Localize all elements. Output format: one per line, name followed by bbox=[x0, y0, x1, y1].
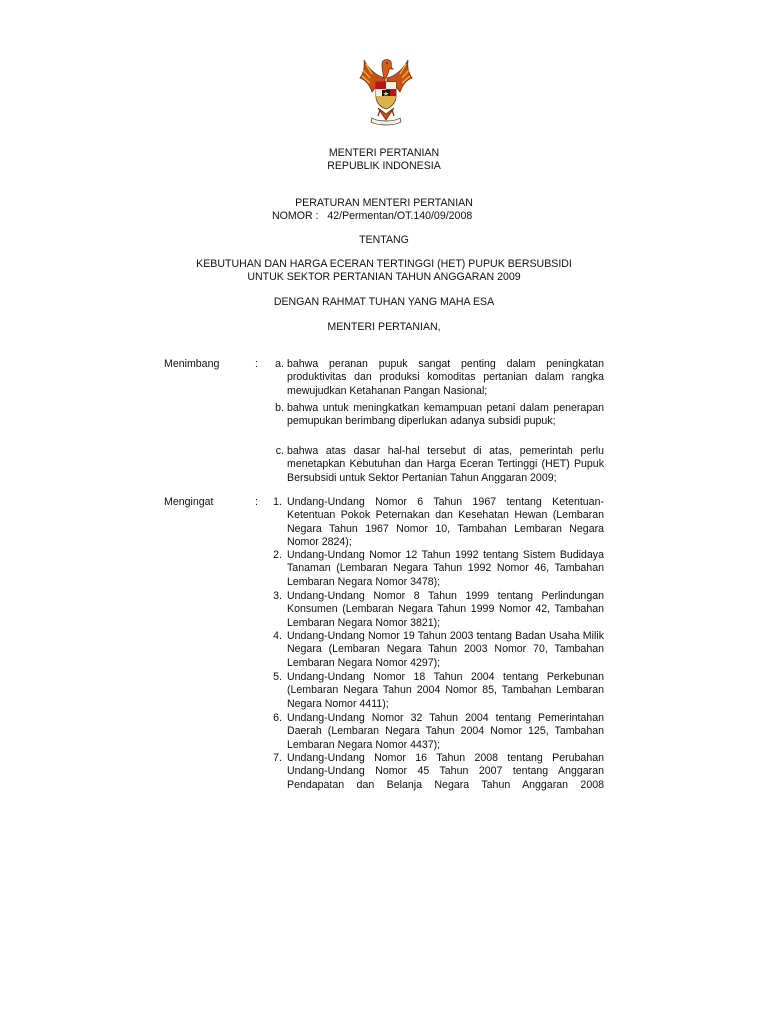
issuer-heading: MENTERI PERTANIAN, bbox=[327, 321, 441, 333]
mengingat-item-mark: 3. bbox=[273, 590, 282, 602]
menimbang-item: bahwa atas dasar hal-hal tersebut di atas, pemerintah perlu menetapkan Kebutuhan dan Harga Eceran Tertinggi (HET) Pupuk Bersubsidi untuk Sektor Pertanian Tahun Anggaran 2009; bbox=[287, 445, 604, 484]
menimbang-item-mark: a. bbox=[275, 358, 284, 370]
mengingat-item-mark: 5. bbox=[273, 671, 282, 683]
mengingat-item: Undang-Undang Nomor 32 Tahun 2004 tentang Pemerintahan Daerah (Lembaran Negara Tahun 2004 Nomor 125, Tambahan Lembaran Negara Nomor 4437); bbox=[287, 712, 604, 751]
garuda-emblem-icon bbox=[358, 56, 414, 126]
mengingat-item: Undang-Undang Nomor 19 Tahun 2003 tentang Badan Usaha Milik Negara (Lembaran Negara Tahun 2003 Nomor 70, Tambahan Lembaran Negara Nomor 4297); bbox=[287, 630, 604, 669]
mengingat-item-mark: 1. bbox=[273, 496, 282, 508]
mengingat-item: Undang-Undang Nomor 16 Tahun 2008 tentang Perubahan Undang-Undang Nomor 45 Tahun 2007 tentang Anggaran Pendapatan dan Belanja Negara Tahun Anggaran 2008 bbox=[287, 752, 604, 791]
mengingat-item: Undang-Undang Nomor 12 Tahun 1992 tentang Sistem Budidaya Tanaman (Lembaran Negara Tahun 1992 Nomor 46, Tambahan Lembaran Negara Nomor 3478); bbox=[287, 549, 604, 588]
mengingat-label: Mengingat bbox=[164, 496, 214, 508]
regulation-number bbox=[272, 210, 472, 223]
country-heading: REPUBLIK INDONESIA bbox=[327, 160, 441, 172]
mengingat-item-mark: 4. bbox=[273, 630, 282, 642]
number-value: 42/Permentan/OT.140/09/2008 bbox=[327, 210, 473, 222]
ministry-heading: MENTERI PERTANIAN bbox=[328, 147, 440, 159]
mengingat-colon: : bbox=[255, 496, 258, 508]
subject-line-2: UNTUK SEKTOR PERTANIAN TAHUN ANGGARAN 2009 bbox=[247, 271, 521, 283]
number-label: NOMOR : bbox=[272, 210, 319, 222]
menimbang-item: bahwa untuk meningkatkan kemampuan petani dalam penerapan pemupukan berimbang diperlukan adanya subsidi pupuk; bbox=[287, 402, 604, 428]
subject-line-1: KEBUTUHAN DAN HARGA ECERAN TERTINGGI (HET) PUPUK BERSUBSIDI bbox=[196, 258, 572, 270]
regulation-title: PERATURAN MENTERI PERTANIAN bbox=[295, 197, 473, 209]
menimbang-label: Menimbang bbox=[164, 358, 220, 370]
mengingat-item-mark: 7. bbox=[273, 752, 282, 764]
mengingat-item-mark: 2. bbox=[273, 549, 282, 561]
menimbang-item: bahwa peranan pupuk sangat penting dalam peningkatan produktivitas dan produksi komoditas pertanian dalam rangka mewujudkan Ketahanan Pangan Nasional; bbox=[287, 358, 604, 397]
mengingat-item: Undang-Undang Nomor 18 Tahun 2004 tentang Perkebunan (Lembaran Negara Tahun 2004 Nomor 85, Tambahan Lembaran Negara Nomor 4411); bbox=[287, 671, 604, 710]
menimbang-item-mark: b. bbox=[275, 402, 284, 414]
menimbang-colon: : bbox=[255, 358, 258, 370]
mengingat-item: Undang-Undang Nomor 8 Tahun 1999 tentang Perlindungan Konsumen (Lembaran Negara Tahun 1999 Nomor 42, Tambahan Lembaran Negara Nomor 3821); bbox=[287, 590, 604, 629]
preamble: DENGAN RAHMAT TUHAN YANG MAHA ESA bbox=[273, 296, 495, 308]
about-heading: TENTANG bbox=[359, 234, 409, 246]
mengingat-item-mark: 6. bbox=[273, 712, 282, 724]
mengingat-item: Undang-Undang Nomor 6 Tahun 1967 tentang Ketentuan-Ketentuan Pokok Peternakan dan Kesehatan Hewan (Lembaran Negara Tahun 1967 Nomor 10, Tambahan Lembaran Negara Nomor 2824); bbox=[287, 496, 604, 549]
menimbang-item-mark: c. bbox=[275, 445, 284, 457]
